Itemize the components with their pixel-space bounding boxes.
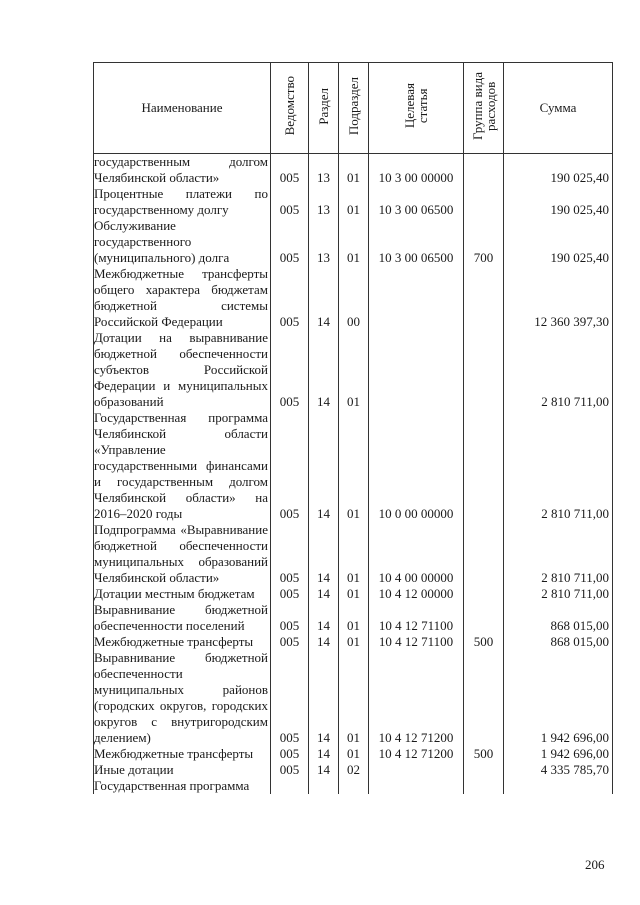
cell-razdel: 14: [309, 746, 339, 762]
header-gruppa: Группа вида расходов: [464, 63, 504, 154]
table-row: [94, 154, 613, 187]
cell-gruppa: [464, 602, 504, 634]
cell-gruppa: [464, 330, 504, 410]
cell-razdel: 14: [309, 634, 339, 650]
cell-summa: 2 810 711,00: [504, 522, 613, 586]
cell-podrazdel: 01: [339, 634, 369, 650]
cell-celevaya: 10 4 12 71100: [369, 602, 464, 634]
cell-celevaya: [369, 762, 464, 778]
cell-gruppa: [464, 586, 504, 602]
cell-name: Обслуживание государственного (муниципального) долга: [94, 218, 271, 266]
cell-celevaya: 10 4 12 71100: [369, 634, 464, 650]
cell-ved: 005: [271, 218, 309, 266]
table-row: [94, 634, 613, 650]
cell-ved: 005: [271, 330, 309, 410]
cell-gruppa: [464, 154, 504, 187]
cell-name: Подпрограмма «Выравнивание бюджетной обеспеченности муниципальных образований Челябинской области»: [94, 522, 271, 586]
cell-podrazdel: 01: [339, 586, 369, 602]
cell-ved: [271, 778, 309, 794]
cell-name: Межбюджетные трансферты: [94, 634, 271, 650]
cell-podrazdel: 01: [339, 186, 369, 218]
cell-ved: 005: [271, 154, 309, 187]
cell-razdel: 14: [309, 410, 339, 522]
cell-razdel: 14: [309, 266, 339, 330]
header-celevaya: Целевая статья: [369, 63, 464, 154]
table-row: [94, 522, 613, 586]
header-razdel: Раздел: [309, 63, 339, 154]
cell-gruppa: [464, 410, 504, 522]
cell-razdel: [309, 778, 339, 794]
cell-ved: 005: [271, 266, 309, 330]
cell-summa: [504, 778, 613, 794]
cell-summa: 190 025,40: [504, 154, 613, 187]
cell-podrazdel: 00: [339, 266, 369, 330]
cell-podrazdel: 01: [339, 218, 369, 266]
cell-podrazdel: [339, 778, 369, 794]
header-name: Наименование: [94, 63, 271, 154]
cell-summa: 868 015,00: [504, 602, 613, 634]
cell-name: Дотации местным бюджетам: [94, 586, 271, 602]
cell-name: Межбюджетные трансферты: [94, 746, 271, 762]
cell-podrazdel: 01: [339, 154, 369, 187]
page-number: 206: [585, 857, 605, 872]
cell-name: Дотации на выравнивание бюджетной обеспеченности субъектов Российской Федерации и муниципальных образований: [94, 330, 271, 410]
cell-gruppa: 700: [464, 218, 504, 266]
table-row: [94, 186, 613, 218]
cell-razdel: 14: [309, 650, 339, 746]
cell-gruppa: [464, 266, 504, 330]
cell-celevaya: 10 4 12 71200: [369, 650, 464, 746]
cell-celevaya: 10 3 00 00000: [369, 154, 464, 187]
cell-ved: 005: [271, 762, 309, 778]
budget-table: [93, 62, 613, 794]
cell-celevaya: 10 3 00 06500: [369, 218, 464, 266]
cell-ved: 005: [271, 634, 309, 650]
cell-ved: 005: [271, 746, 309, 762]
cell-ved: 005: [271, 602, 309, 634]
cell-celevaya: 10 0 00 00000: [369, 410, 464, 522]
cell-name: Процентные платежи по государственному долгу: [94, 186, 271, 218]
cell-gruppa: [464, 778, 504, 794]
cell-gruppa: [464, 186, 504, 218]
cell-summa: 1 942 696,00: [504, 746, 613, 762]
cell-podrazdel: 01: [339, 746, 369, 762]
header-summa: Сумма: [504, 63, 613, 154]
cell-summa: 4 335 785,70: [504, 762, 613, 778]
table-row: [94, 602, 613, 634]
cell-gruppa: 500: [464, 746, 504, 762]
table-row: [94, 586, 613, 602]
cell-gruppa: [464, 522, 504, 586]
cell-razdel: 14: [309, 762, 339, 778]
cell-name: Иные дотации: [94, 762, 271, 778]
cell-ved: 005: [271, 522, 309, 586]
cell-ved: 005: [271, 186, 309, 218]
cell-celevaya: 10 3 00 06500: [369, 186, 464, 218]
cell-celevaya: 10 4 12 00000: [369, 586, 464, 602]
cell-summa: 2 810 711,00: [504, 330, 613, 410]
cell-summa: 868 015,00: [504, 634, 613, 650]
cell-razdel: 13: [309, 186, 339, 218]
cell-razdel: 14: [309, 330, 339, 410]
cell-gruppa: 500: [464, 634, 504, 650]
table-row: [94, 330, 613, 410]
cell-razdel: 14: [309, 522, 339, 586]
cell-name: Государственная программа: [94, 778, 271, 794]
cell-summa: 190 025,40: [504, 218, 613, 266]
cell-podrazdel: 01: [339, 330, 369, 410]
table-row: [94, 410, 613, 522]
cell-podrazdel: 01: [339, 650, 369, 746]
cell-summa: 2 810 711,00: [504, 586, 613, 602]
header-ved: Ведомство: [271, 63, 309, 154]
cell-gruppa: [464, 762, 504, 778]
table-row: [94, 218, 613, 266]
cell-name: Государственная программа Челябинской области «Управление государственными финансами и государственным долгом Челябинской области» на 2016–2020 годы: [94, 410, 271, 522]
cell-name: государственным долгом Челябинской области»: [94, 154, 271, 187]
cell-podrazdel: 01: [339, 522, 369, 586]
table-row: [94, 650, 613, 746]
cell-ved: 005: [271, 650, 309, 746]
cell-name: Выравнивание бюджетной обеспеченности поселений: [94, 602, 271, 634]
cell-ved: 005: [271, 410, 309, 522]
cell-razdel: 13: [309, 218, 339, 266]
cell-celevaya: [369, 330, 464, 410]
cell-razdel: 13: [309, 154, 339, 187]
cell-podrazdel: 01: [339, 410, 369, 522]
cell-celevaya: [369, 266, 464, 330]
cell-podrazdel: 01: [339, 602, 369, 634]
cell-razdel: 14: [309, 586, 339, 602]
table-row: [94, 762, 613, 778]
cell-summa: 2 810 711,00: [504, 410, 613, 522]
table-row: [94, 746, 613, 762]
table-header-row: [94, 63, 613, 154]
cell-summa: 1 942 696,00: [504, 650, 613, 746]
cell-ved: 005: [271, 586, 309, 602]
cell-razdel: 14: [309, 602, 339, 634]
cell-podrazdel: 02: [339, 762, 369, 778]
cell-summa: 12 360 397,30: [504, 266, 613, 330]
table-row: [94, 266, 613, 330]
cell-name: Выравнивание бюджетной обеспеченности муниципальных районов (городских округов, городских округов с внутригородским делением): [94, 650, 271, 746]
cell-name: Межбюджетные трансферты общего характера бюджетам бюджетной системы Российской Федерации: [94, 266, 271, 330]
cell-celevaya: 10 4 00 00000: [369, 522, 464, 586]
cell-summa: 190 025,40: [504, 186, 613, 218]
cell-celevaya: 10 4 12 71200: [369, 746, 464, 762]
cell-gruppa: [464, 650, 504, 746]
table-row: [94, 778, 613, 794]
cell-celevaya: [369, 778, 464, 794]
header-podrazdel: Подраздел: [339, 63, 369, 154]
